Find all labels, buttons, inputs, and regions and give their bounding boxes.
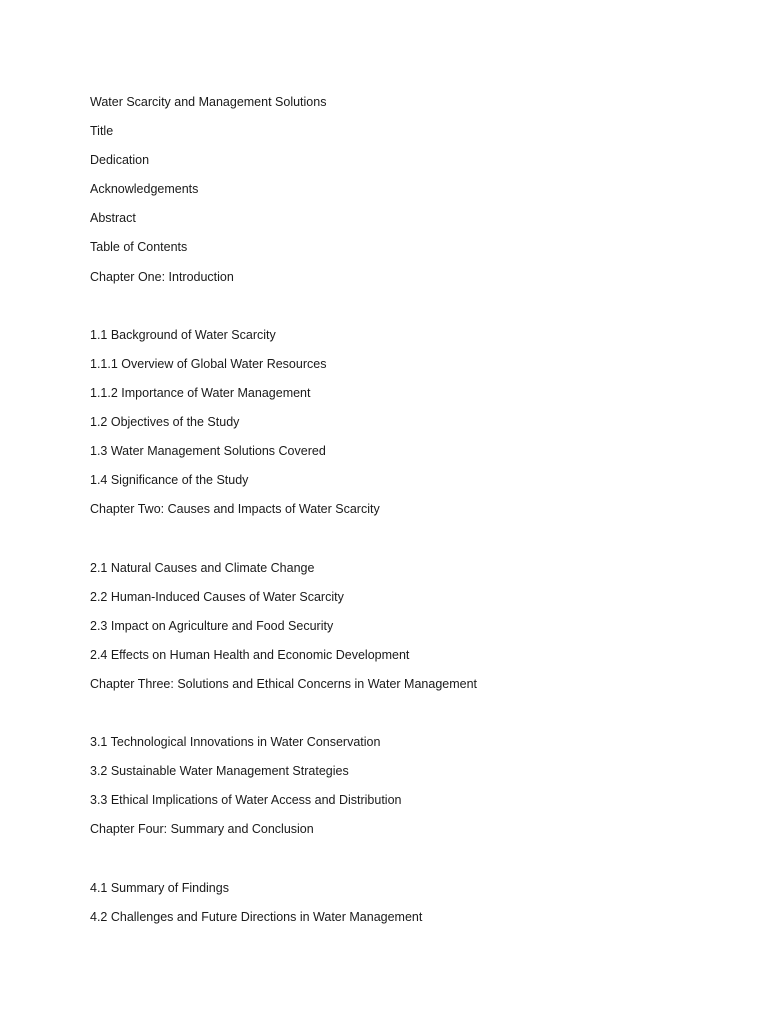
section-item: 1.1.2 Importance of Water Management [90, 385, 311, 400]
section-item: 1.1.1 Overview of Global Water Resources [90, 356, 327, 371]
front-matter-item: Table of Contents [90, 240, 188, 255]
front-matter-item: Abstract [90, 211, 136, 226]
section-item: 2.3 Impact on Agriculture and Food Security [90, 618, 334, 633]
section-item: 3.3 Ethical Implications of Water Access and Distribution [90, 793, 402, 808]
section-item: 2.1 Natural Causes and Climate Change [90, 560, 315, 575]
section-item: 2.4 Effects on Human Health and Economic Development [90, 647, 410, 662]
section-item: 4.1 Summary of Findings [90, 880, 229, 895]
section-item: 4.2 Challenges and Future Directions in Water Management [90, 909, 423, 924]
blank-line [90, 703, 710, 732]
blank-line [90, 296, 710, 325]
document-heading: Water Scarcity and Management Solutions [90, 95, 327, 109]
section-item: 1.2 Objectives of the Study [90, 415, 240, 430]
section-item: 3.2 Sustainable Water Management Strategies [90, 764, 349, 779]
chapter-title: Chapter Four: Summary and Conclusion [90, 822, 314, 837]
chapter-title: Chapter Three: Solutions and Ethical Concerns in Water Management [90, 676, 478, 691]
section-item: 1.3 Water Management Solutions Covered [90, 444, 326, 459]
front-matter-item: Dedication [90, 153, 150, 168]
chapter-title: Chapter One: Introduction [90, 269, 234, 284]
front-matter-item: Title [90, 124, 114, 139]
chapter-title: Chapter Two: Causes and Impacts of Water Scarcity [90, 502, 380, 517]
front-matter-item: Acknowledgements [90, 182, 199, 197]
blank-line [90, 848, 710, 877]
section-item: 1.4 Significance of the Study [90, 473, 249, 488]
table-of-contents [90, 92, 710, 936]
section-item: 3.1 Technological Innovations in Water Conservation [90, 735, 381, 750]
section-item: 2.2 Human-Induced Causes of Water Scarcity [90, 589, 344, 604]
blank-line [90, 528, 710, 557]
section-item: 1.1 Background of Water Scarcity [90, 327, 276, 342]
